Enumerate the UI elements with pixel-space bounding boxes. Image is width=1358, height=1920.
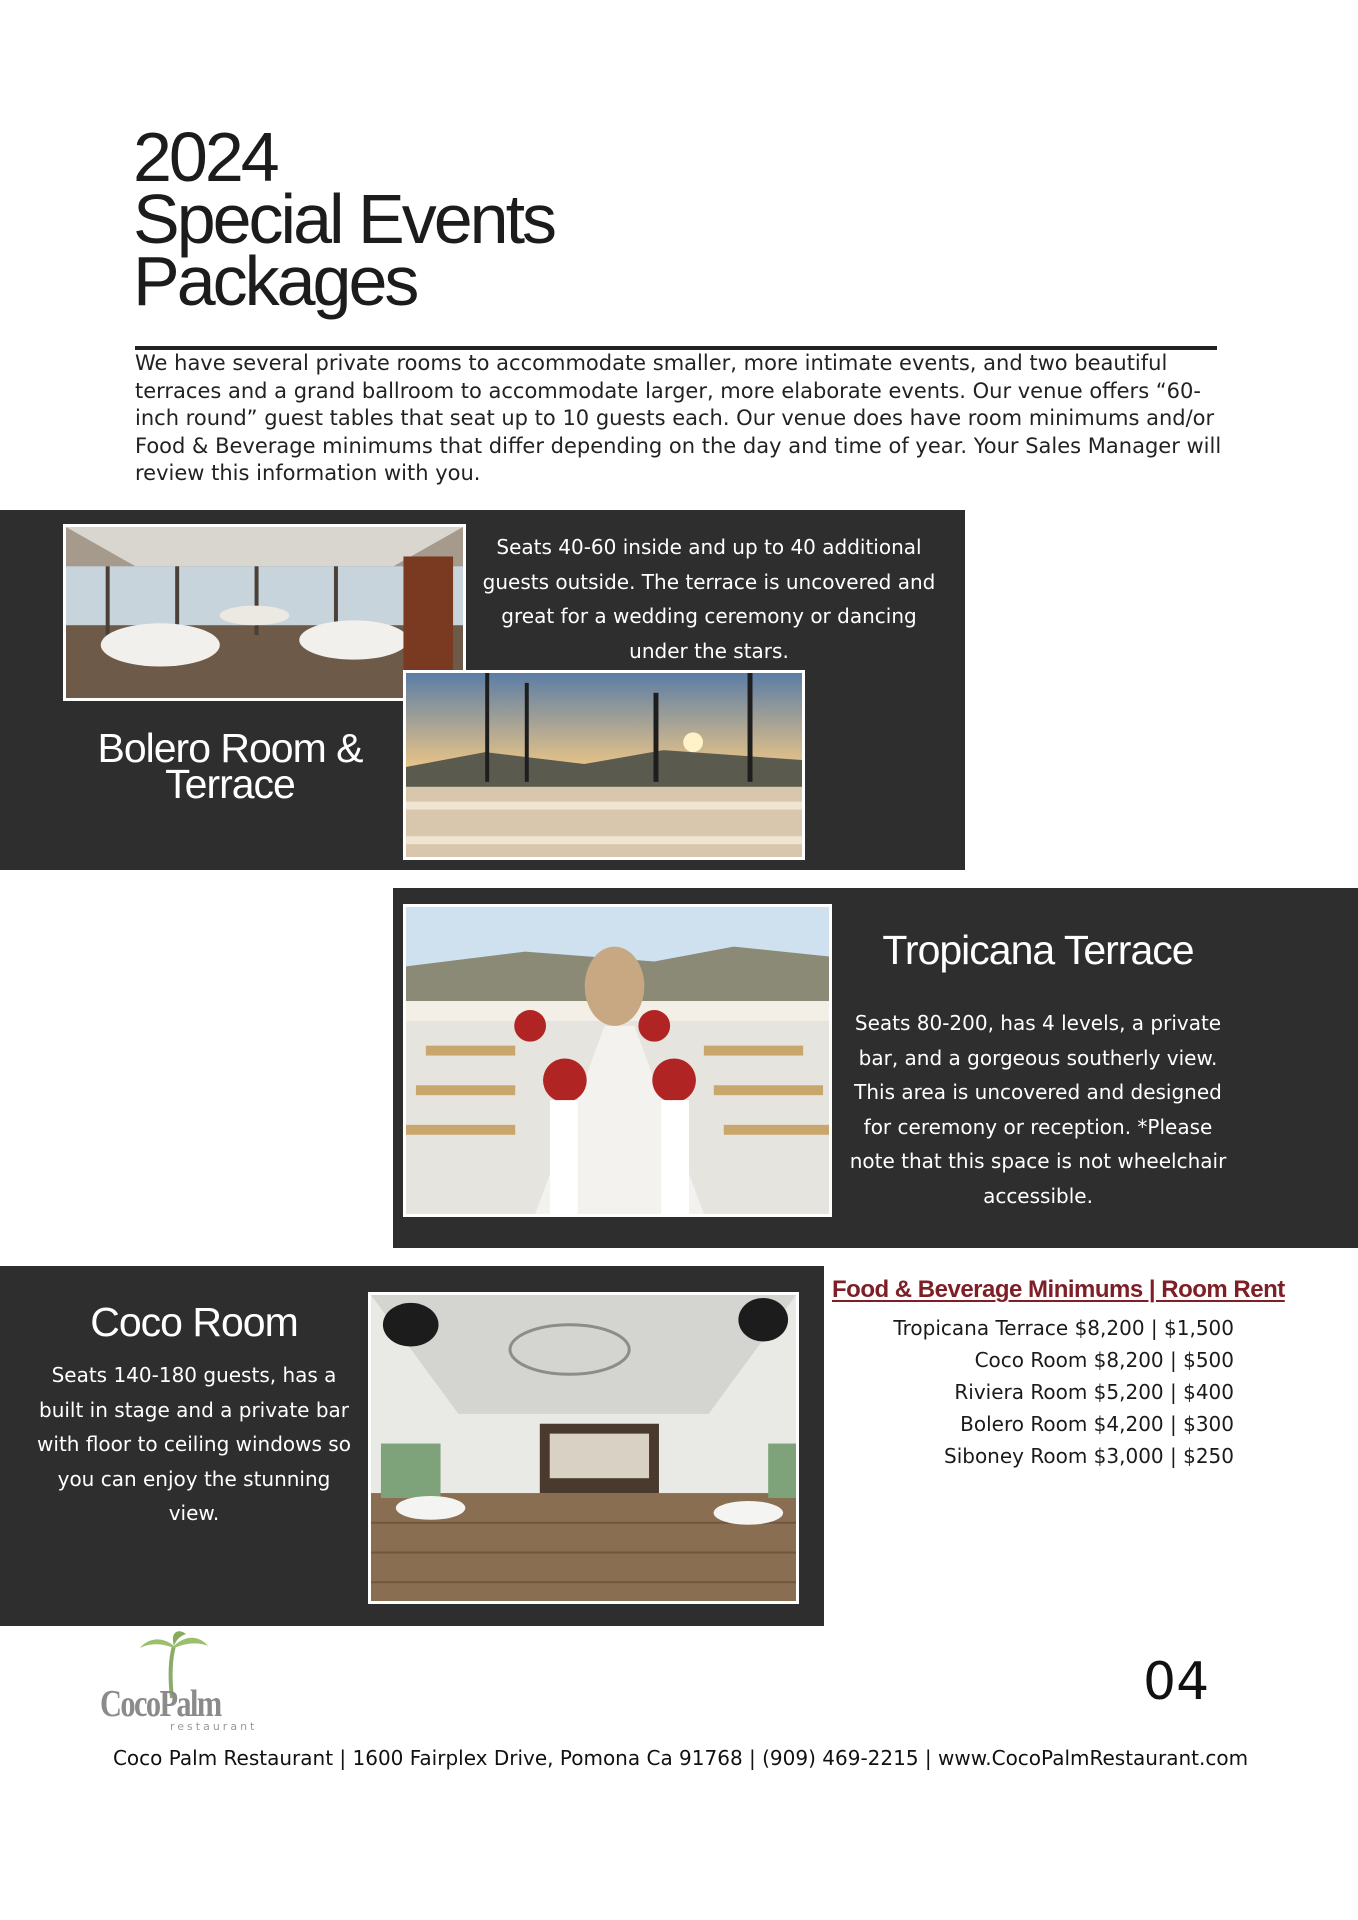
- bolero-terrace-photo: [403, 670, 805, 860]
- pricing-row: Riviera Room $5,200 | $400: [954, 1380, 1234, 1404]
- pricing-row: Tropicana Terrace $8,200 | $1,500: [893, 1316, 1234, 1340]
- bolero-heading-line-2: Terrace: [165, 761, 295, 807]
- intro-paragraph: We have several private rooms to accommodate smaller, more intimate events, and two beautiful terraces and a grand ballroom to accommodate larger, more elaborate events. Our venue offers “60-inch round” guest tables that seat up to 10 guests each. Our venue does have room minimums and/or Food & Beverage minimums that differ depending on the day and time of year. Your Sales Manager will review this information with you.: [135, 351, 1222, 485]
- coco-heading: Coco Room: [90, 1299, 298, 1345]
- logo-wordmark: CocoPalm: [100, 1683, 221, 1725]
- title-line-2: Special Events: [133, 180, 555, 258]
- pricing-row: Siboney Room $3,000 | $250: [944, 1444, 1234, 1468]
- pricing-list: [832, 1312, 1234, 1472]
- title-year: 2024: [133, 118, 277, 196]
- coco-description: Seats 140-180 guests, has a built in stage and a private bar with floor to ceiling windows so you can enjoy the stunning view.: [37, 1363, 351, 1525]
- pricing-row: Bolero Room $4,200 | $300: [960, 1412, 1234, 1436]
- bolero-heading-line-1: Bolero Room &: [97, 725, 363, 771]
- footer-contact: Coco Palm Restaurant | 1600 Fairplex Drive, Pomona Ca 91768 | (909) 469-2215 | www.CocoPalmRestaurant.com: [112, 1746, 1249, 1770]
- page-number: 04: [1143, 1652, 1210, 1712]
- title-line-3: Packages: [133, 242, 417, 320]
- bolero-heading: [60, 725, 400, 807]
- tropicana-description: Seats 80-200, has 4 levels, a private bar, and a gorgeous southerly view. This area is uncovered and designed for ceremony or reception. *Please note that this space is not wheelchair accessible.: [849, 1011, 1227, 1208]
- logo-subtitle: restaurant: [170, 1720, 258, 1733]
- bolero-description: Seats 40-60 inside and up to 40 additional guests outside. The terrace is uncovered and great for a wedding ceremony or dancing under the stars.: [482, 535, 936, 663]
- coco-panel: [0, 1266, 824, 1626]
- pricing-row: Coco Room $8,200 | $500: [974, 1348, 1234, 1372]
- coco-palm-logo: [98, 1630, 258, 1740]
- tropicana-terrace-photo: [403, 904, 832, 1217]
- bolero-panel: [0, 510, 965, 870]
- pricing-heading: Food & Beverage Minimums | Room Rent: [832, 1276, 1285, 1303]
- tropicana-heading: Tropicana Terrace: [882, 927, 1194, 973]
- coco-room-photo: [368, 1292, 799, 1604]
- tropicana-panel: [393, 888, 1358, 1248]
- page-title: [133, 118, 933, 320]
